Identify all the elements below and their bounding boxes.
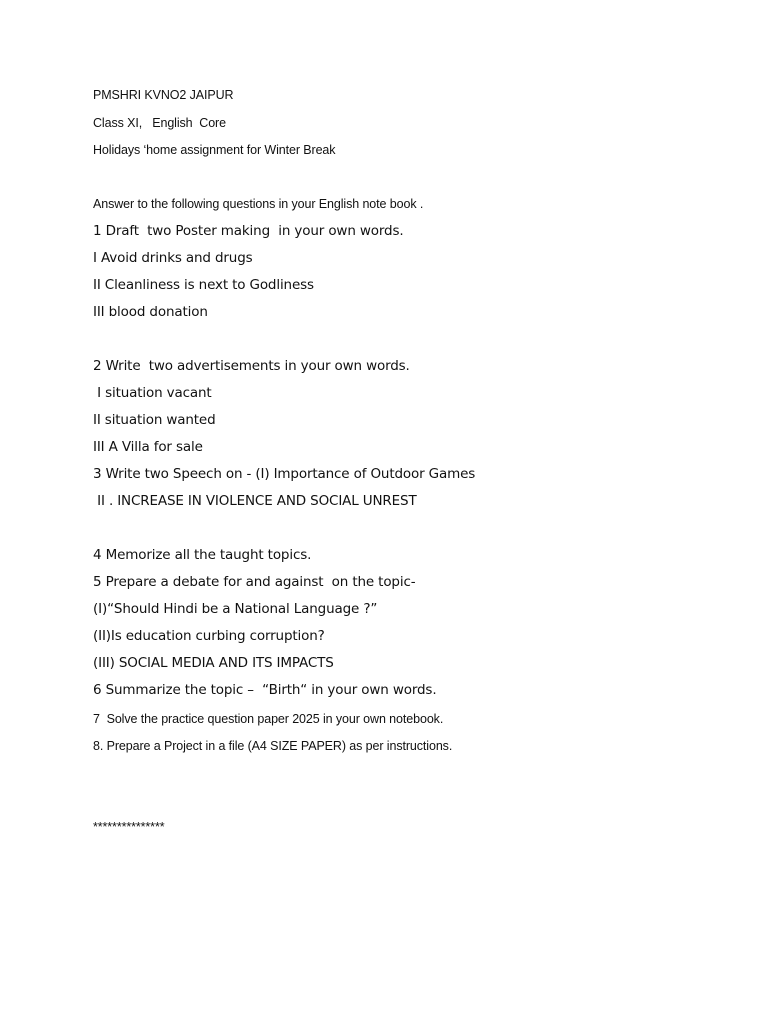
footer-asterisks: *************** (93, 820, 165, 834)
question-6: 6 Summarize the topic – “Birth“ in your own words. (93, 682, 437, 698)
question-3: 3 Write two Speech on - (I) Importance of Outdoor Games (93, 466, 476, 482)
question-1: 1 Draft two Poster making in your own words. (93, 223, 404, 239)
class-line: Class XI, English Core (93, 116, 226, 130)
question-8: 8. Prepare a Project in a file (A4 SIZE PAPER) as per instructions. (93, 739, 453, 753)
question-2-item-3: III A Villa for sale (93, 439, 203, 455)
question-1-item-2: II Cleanliness is next to Godliness (93, 277, 314, 293)
question-2: 2 Write two advertisements in your own words. (93, 358, 410, 374)
question-2-item-2: II situation wanted (93, 412, 216, 428)
question-4: 4 Memorize all the taught topics. (93, 547, 312, 563)
question-7: 7 Solve the practice question paper 2025 in your own notebook. (93, 712, 444, 726)
question-5: 5 Prepare a debate for and against on the topic- (93, 574, 416, 590)
assignment-title: Holidays ‘home assignment for Winter Break (93, 143, 336, 157)
question-1-item-1: I Avoid drinks and drugs (93, 250, 253, 266)
question-3-item-2: II . INCREASE IN VIOLENCE AND SOCIAL UNREST (93, 493, 417, 509)
question-5-item-3: (III) SOCIAL MEDIA AND ITS IMPACTS (93, 655, 334, 671)
question-2-item-1: I situation vacant (93, 385, 212, 401)
question-5-item-2: (II)Is education curbing corruption? (93, 628, 325, 644)
school-name: PMSHRI KVNO2 JAIPUR (93, 88, 234, 102)
instructions-text: Answer to the following questions in your English note book . (93, 197, 424, 211)
question-1-item-3: III blood donation (93, 304, 208, 320)
question-5-item-1: (I)“Should Hindi be a National Language ?” (93, 601, 378, 617)
